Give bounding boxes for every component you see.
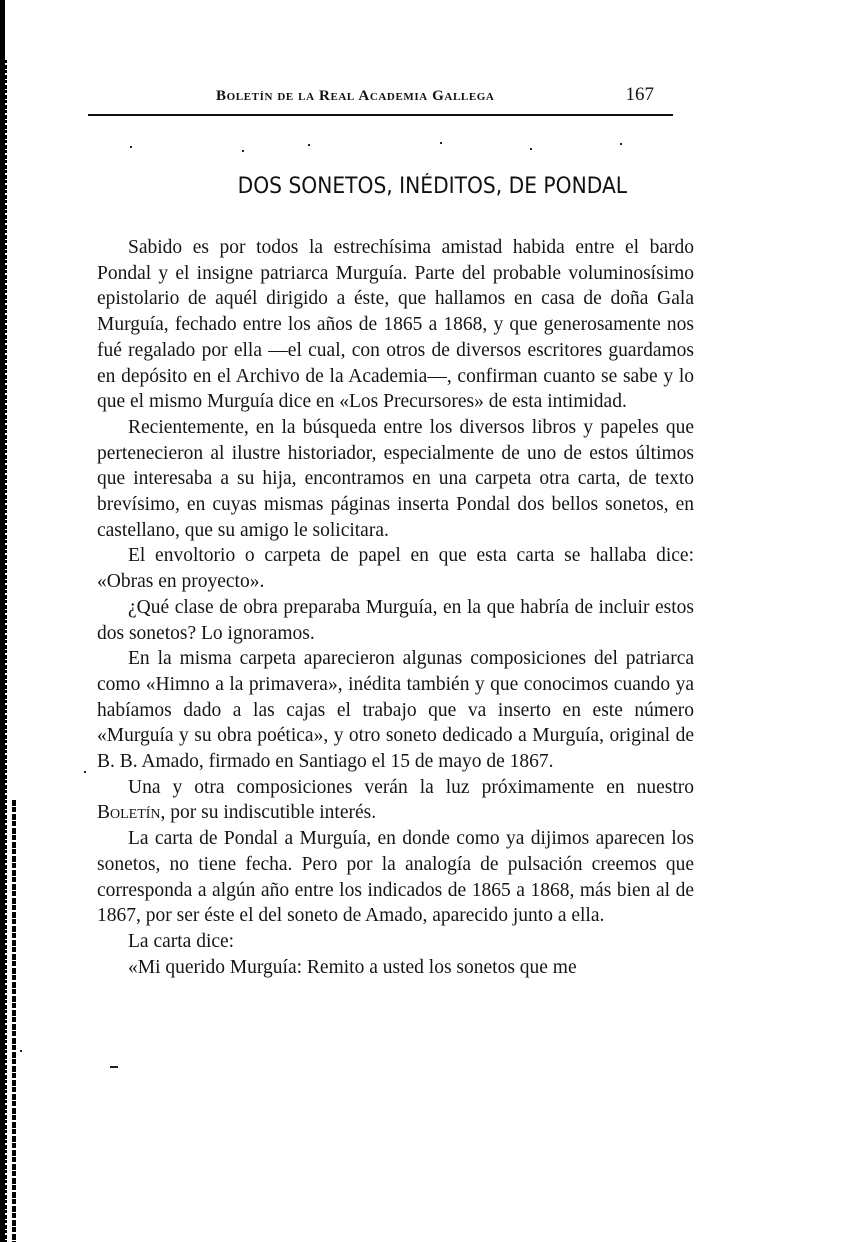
text-run: Una y otra composiciones verán la luz próximamente en nuestro <box>128 776 694 798</box>
scan-speck <box>440 142 442 144</box>
paragraph: La carta de Pondal a Murguía, en donde como ya dijimos aparecen los sonetos, no tiene fecha. Pero por la analogía de pulsación creemos que corresponda a algún año entre los indicados de 1865 a 1868, más bien al de 1867, por ser éste el del soneto de Amado, aparecido junto a ella. <box>97 828 694 927</box>
scan-speck <box>130 146 132 148</box>
scan-speck <box>20 1050 22 1052</box>
article-body <box>97 235 694 980</box>
scan-speck <box>308 144 310 146</box>
scan-speck <box>84 771 86 773</box>
header-rule <box>88 114 673 116</box>
scan-speck <box>620 143 622 145</box>
paragraph: Recientemente, en la búsqueda entre los diversos libros y papeles que pertenecieron al ilustre historiador, especialmente de uno de estos últimos que interesaba a su hija, encontramos en una carpeta otra carta, de texto brevísimo, en cuyas mismas páginas inserta Pondal dos bellos sonetos, en castellano, que su amigo le solicitara. <box>97 416 694 541</box>
paragraph: En la misma carpeta aparecieron algunas composiciones del patriarca como «Himno a la primavera», inédita también y que conocimos cuando ya habíamos dado a las cajas el trabajo que va inserto en este número «Murguía y su obra poética», y otro soneto dedicado a Murguía, original de B. B. Amado, firmado en Santiago el 15 de mayo de 1867. <box>97 648 694 773</box>
paragraph: La carta dice: <box>128 930 235 952</box>
page-number: 167 <box>625 84 654 105</box>
journal-title: Boletín de la Real Academia Gallega <box>216 88 495 104</box>
article-title: DOS SONETOS, INÉDITOS, DE PONDAL <box>237 174 628 199</box>
paragraph-letter-start: «Mi querido Murguía: Remito a usted los sonetos que me <box>128 956 577 978</box>
paragraph: Sabido es por todos la estrechísima amistad habida entre el bardo Pondal y el insigne patriarca Murguía. Parte del probable voluminosísimo epistolario de aquél dirigido a éste, que hallamos en casa de doña Gala Murguía, fechado entre los años de 1865 a 1868, y que generosamente nos fué regalado por ella —el cual, con otros de diversos escritores guardamos en depósito en el Archivo de la Academia—, confirman cuanto se sabe y lo que el mismo Murguía dice en «Los Precursores» de esta intimidad. <box>97 237 694 413</box>
paragraph <box>97 775 694 826</box>
running-head <box>88 84 672 114</box>
scan-binding-edge-texture <box>5 60 7 1242</box>
scan-binding-edge-lower <box>12 800 16 1242</box>
scan-speck <box>530 148 532 150</box>
paragraph: ¿Qué clase de obra preparaba Murguía, en la que habría de incluir estos dos sonetos? Lo ignoramos. <box>97 596 694 644</box>
journal-name-smallcaps: Boletín <box>97 802 161 824</box>
paragraph: El envoltorio o carpeta de papel en que esta carta se hallaba dice: «Obras en proyecto». <box>97 545 694 593</box>
scan-speck <box>242 150 244 152</box>
scan-speck <box>110 1066 118 1068</box>
text-run: , por su indiscutible interés. <box>160 802 377 824</box>
